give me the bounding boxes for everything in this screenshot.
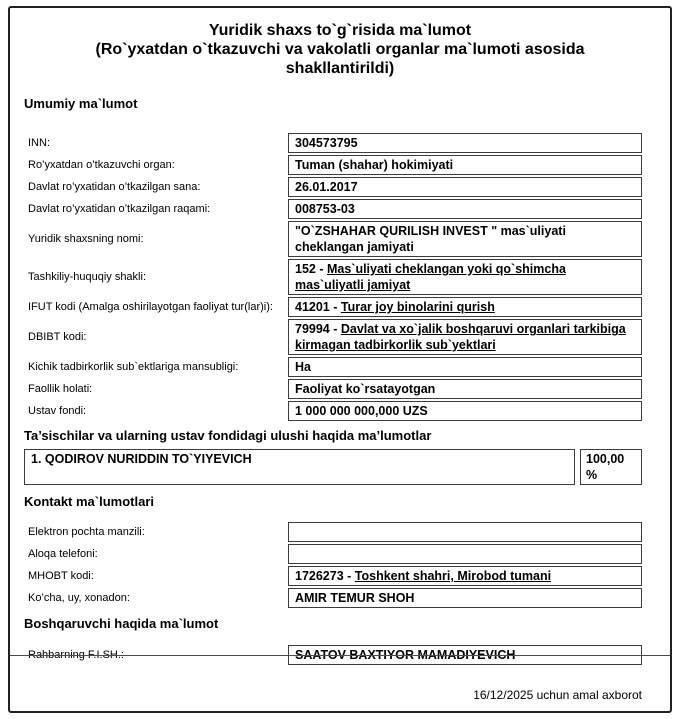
field-label: Yuridik shaxsning nomi: — [28, 232, 144, 245]
field-row-small-business — [20, 357, 670, 377]
field-label: INN: — [28, 136, 50, 149]
value-code: 1726273 - — [295, 569, 355, 583]
field-value: Tuman (shahar) hokimiyati — [288, 155, 642, 175]
founder-name: 1. QODIROV NURIDDIN TO`YIYEVICH — [24, 449, 575, 485]
email-field — [288, 522, 642, 542]
field-value: "O`ZSHAHAR QURILISH INVEST " mas`uliyati cheklangan jamiyati — [288, 221, 642, 257]
field-value — [288, 566, 642, 586]
field-label: MHOBT kodi: — [28, 569, 94, 582]
field-label: Ustav fondi: — [28, 404, 87, 417]
field-value: SAATOV BAXTIYOR MAMADIYEVICH — [288, 645, 642, 665]
document-frame — [8, 6, 672, 713]
field-value: 26.01.2017 — [288, 177, 642, 197]
field-label: DBIBT kodi: — [28, 330, 87, 343]
field-row-phone — [20, 544, 670, 564]
field-row-ifut-code — [20, 297, 670, 317]
footer-divider — [10, 655, 670, 656]
field-row-registering-organ — [20, 155, 670, 175]
section-heading-general: Umumiy ma`lumot — [24, 96, 138, 111]
document-body — [10, 96, 670, 665]
field-row-registration-date — [20, 177, 670, 197]
value-code: 41201 - — [295, 300, 341, 314]
field-row-email — [20, 522, 670, 542]
field-label: Faollik holati: — [28, 382, 93, 395]
field-row-dbibt-code — [20, 319, 670, 355]
contact-rows — [20, 522, 670, 608]
field-row-street-address — [20, 588, 670, 608]
legal-form-link[interactable]: Mas`uliyati cheklangan yoki qo`shimcha mas`uliyatli jamiyat — [295, 262, 566, 292]
document-title — [10, 8, 670, 78]
field-value: Ha — [288, 357, 642, 377]
field-row-activity-status — [20, 379, 670, 399]
general-rows — [20, 133, 670, 421]
founder-row — [24, 449, 642, 485]
field-value: AMIR TEMUR SHOH — [288, 588, 642, 608]
field-value: Faoliyat ko`rsatayotgan — [288, 379, 642, 399]
field-label: Ro’yxatdan o’tkazuvchi organ: — [28, 158, 175, 171]
field-row-entity-name — [20, 221, 670, 257]
title-line-2: (Ro`yxatdan o`tkazuvchi va vakolatli organlar ma`lumoti asosida — [95, 41, 585, 58]
footer-note: 16/12/2025 uchun amal axborot — [473, 688, 642, 702]
field-row-charter-fund — [20, 401, 670, 421]
section-heading-manager: Boshqaruvchi haqida ma`lumot — [24, 616, 219, 631]
field-label: Kichik tadbirkorlik sub`ektlariga mansubligi: — [28, 360, 239, 373]
field-label: Tashkiliy-huquqiy shakli: — [28, 270, 146, 283]
field-value — [288, 319, 642, 355]
field-row-mhobt-code — [20, 566, 670, 586]
field-label: Aloqa telefoni: — [28, 547, 98, 560]
title-line-1: Yuridik shaxs to`g`risida ma`lumot — [208, 22, 472, 39]
field-value: 008753-03 — [288, 199, 642, 219]
field-row-inn — [20, 133, 670, 153]
field-value: 1 000 000 000,000 UZS — [288, 401, 642, 421]
field-label: Davlat ro’yxatidan o’tkazilgan sana: — [28, 180, 201, 193]
field-label: Davlat ro’yxatidan o’tkazilgan raqami: — [28, 202, 211, 215]
field-value — [288, 259, 642, 295]
mhobt-link[interactable]: Toshkent shahri, Mirobod tumani — [354, 569, 552, 583]
field-value: 304573795 — [288, 133, 642, 153]
field-label: Rahbarning F.I.SH.: — [28, 648, 124, 661]
ifut-link[interactable]: Turar joy binolarini qurish — [340, 300, 495, 314]
field-value — [288, 297, 642, 317]
field-row-legal-form — [20, 259, 670, 295]
field-label: Elektron pochta manzili: — [28, 525, 145, 538]
section-heading-founders: Ta’sischilar va ularning ustav fondidagi ulushi haqida ma’lumotlar — [24, 428, 432, 443]
field-row-registration-number — [20, 199, 670, 219]
dbibt-link[interactable]: Davlat va xo`jalik boshqaruvi organlari tarkibiga kirmagan tadbirkorlik sub`yektlari — [295, 322, 626, 352]
field-label: Ko’cha, uy, xonadon: — [28, 591, 130, 604]
value-code: 79994 - — [295, 322, 341, 336]
title-line-3: shakllantirildi) — [285, 60, 395, 77]
founder-share-percent: 100,00 % — [580, 449, 642, 485]
value-code: 152 - — [295, 262, 327, 276]
section-heading-contact: Kontakt ma`lumotlari — [24, 494, 155, 509]
phone-field — [288, 544, 642, 564]
field-label: IFUT kodi (Amalga oshirilayotgan faoliyat tur(lar)i): — [28, 300, 273, 313]
